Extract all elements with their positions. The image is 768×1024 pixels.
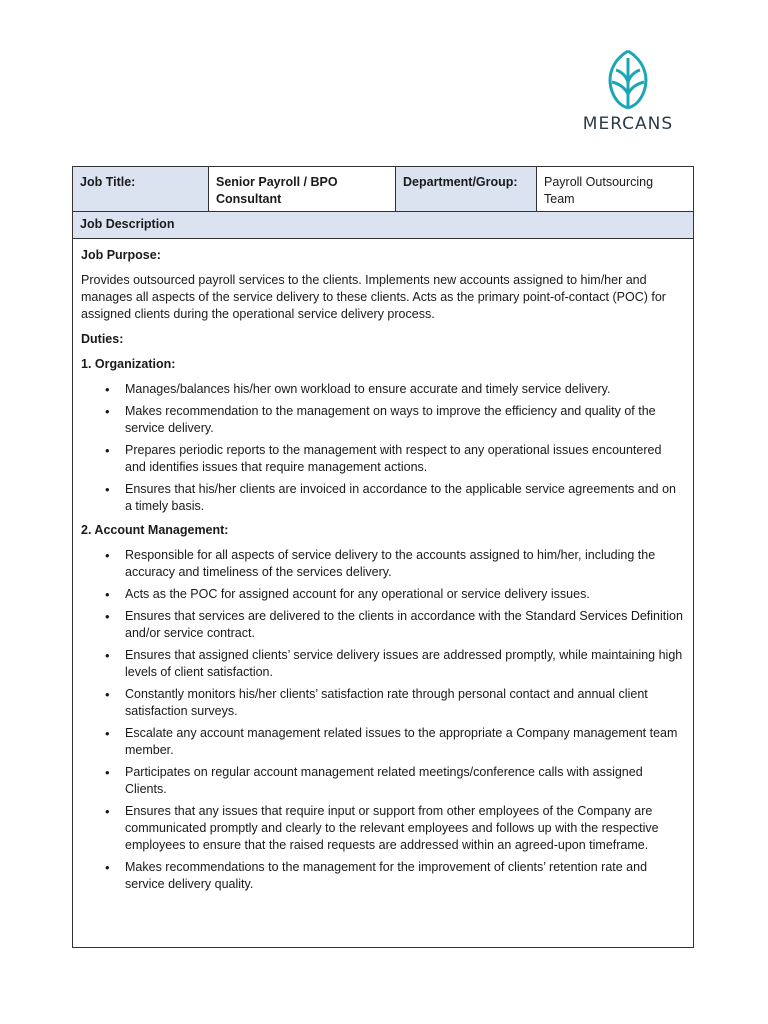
job-purpose-text: Provides outsourced payroll services to the clients. Implements new accounts assigned to him/her and manages all aspects of the service delivery to these clients. Acts as the primary point-of-contact (POC) for assigned clients during the operational service delivery process. xyxy=(81,273,666,321)
list-item: • Ensures that services are delivered to the clients in accordance with the Standard Services Definition and/or service contract. xyxy=(125,608,685,642)
list-item: • Acts as the POC for assigned account for any operational or service delivery issues. xyxy=(125,586,685,603)
account-management-list xyxy=(81,547,685,893)
department-label: Department/Group: xyxy=(396,167,537,211)
list-item: • Ensures that assigned clients’ service delivery issues are addressed promptly, while maintaining high levels of client satisfaction. xyxy=(125,647,685,681)
header-row xyxy=(73,167,693,212)
list-item: • Manages/balances his/her own workload to ensure accurate and timely service delivery. xyxy=(125,381,685,398)
logo-brand-name: MERCANS xyxy=(582,114,674,134)
list-item: • Constantly monitors his/her clients’ satisfaction rate through personal contact and annual client satisfaction surveys. xyxy=(125,686,685,720)
job-description-content xyxy=(73,239,693,893)
organization-heading: 1. Organization: xyxy=(81,357,176,371)
organization-list xyxy=(81,381,685,515)
list-item: • Responsible for all aspects of service delivery to the accounts assigned to him/her, including the accuracy and timeliness of the services delivery. xyxy=(125,547,685,581)
duties-heading: Duties: xyxy=(81,332,124,346)
department-value: Payroll Outsourcing Team xyxy=(544,175,654,206)
job-title-label: Job Title: xyxy=(73,167,209,211)
account-management-heading: 2. Account Management: xyxy=(81,523,229,537)
list-item: • Participates on regular account management related meetings/conference calls with assigned Clients. xyxy=(125,764,685,798)
section-title: Job Description xyxy=(73,212,693,239)
list-item: • Makes recommendation to the management on ways to improve the efficiency and quality of the service delivery. xyxy=(125,403,685,437)
list-item: • Escalate any account management related issues to the appropriate a Company management team member. xyxy=(125,725,685,759)
job-title-value: Senior Payroll / BPO Consultant xyxy=(209,167,396,211)
list-item: • Makes recommendations to the management for the improvement of clients’ retention rate and service delivery quality. xyxy=(125,859,685,893)
company-logo xyxy=(578,48,678,134)
list-item: • Ensures that his/her clients are invoiced in accordance to the applicable service agreements and on a timely basis. xyxy=(125,481,685,515)
mercans-leaf-icon xyxy=(600,48,656,110)
list-item: • Ensures that any issues that require input or support from other employees of the Company are communicated promptly and clearly to the relevant employees and follows up with the respective employees to ensure that the raised requests are addressed within an agreed-upon timeframe. xyxy=(125,803,685,854)
job-purpose-heading: Job Purpose: xyxy=(81,248,161,262)
list-item: • Prepares periodic reports to the management with respect to any operational issues encountered and identifies issues that require management actions. xyxy=(125,442,685,476)
job-description-table xyxy=(72,166,694,948)
